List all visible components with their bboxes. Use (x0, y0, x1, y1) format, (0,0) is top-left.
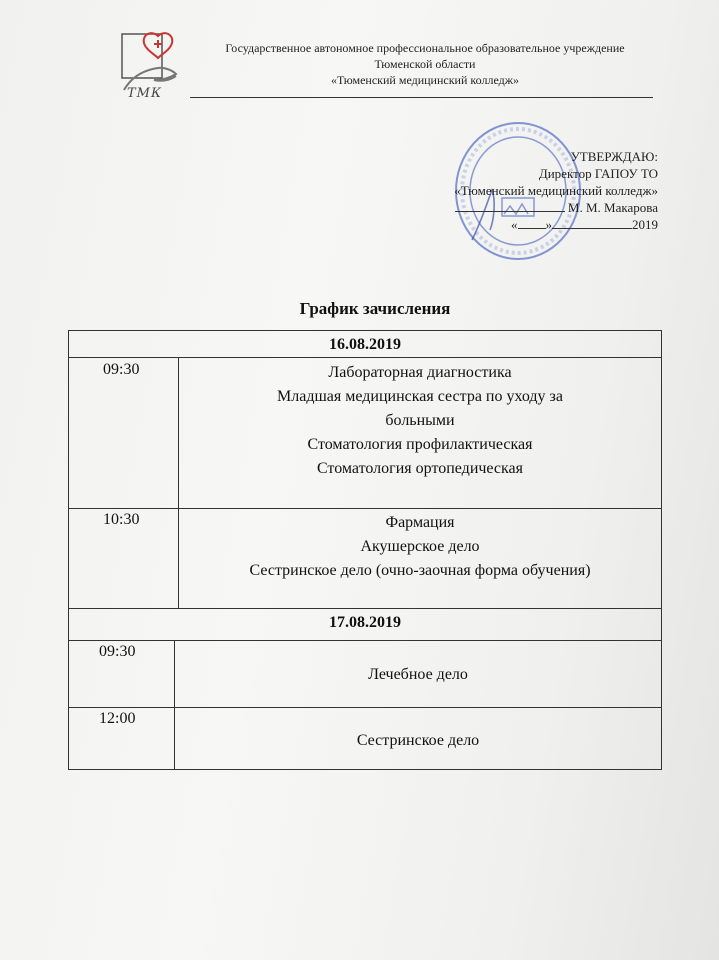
org-college-line: «Тюменский медицинский колледж» (330, 73, 520, 87)
org-name-line: Государственное автономное профессиональное образовательное учреждение (225, 41, 625, 55)
row-divider (69, 707, 661, 708)
row-divider (69, 508, 661, 509)
slot-programs (175, 729, 661, 753)
approval-position: Директор ГАПОУ ТО (538, 166, 658, 181)
month-blank (552, 216, 632, 229)
program-name: Стоматология профилактическая (307, 436, 533, 453)
signature-line (455, 199, 565, 212)
program-name: Сестринское дело (очно-заочная форма обучения) (249, 562, 591, 579)
program-name: Акушерское дело (360, 538, 480, 555)
slot-time: 10:30 (103, 511, 140, 528)
slot-programs (175, 663, 661, 687)
slot-time: 09:30 (103, 361, 140, 378)
program-name: Младшая медицинская сестра по уходу за (277, 388, 563, 405)
organization-header (190, 40, 660, 88)
logo-lettering: ТМК (127, 86, 163, 101)
slot-programs (179, 511, 661, 583)
date-header-2: 17.08.2019 (329, 614, 401, 631)
document-title: График зачисления (299, 299, 451, 318)
approval-date (420, 216, 658, 233)
day-blank (518, 216, 546, 229)
enrollment-schedule-table (68, 330, 662, 770)
slot-time: 12:00 (99, 710, 136, 727)
signatory-name: М. М. Макарова (567, 200, 658, 215)
org-region-line: Тюменской области (374, 57, 476, 71)
date-quote-close: » (545, 217, 552, 232)
slot-time: 09:30 (99, 643, 136, 660)
header-divider (190, 97, 653, 98)
row-divider (69, 608, 661, 609)
approval-college: «Тюменский медицинский колледж» (454, 183, 658, 198)
program-name: больными (385, 412, 455, 429)
program-name: Сестринское дело (356, 732, 480, 749)
approval-year: 2019 (632, 217, 658, 232)
approval-block (420, 148, 658, 233)
program-name: Лабораторная диагностика (328, 364, 512, 381)
program-name: Фармация (385, 514, 455, 531)
slot-programs (179, 361, 661, 481)
program-name: Стоматология ортопедическая (316, 460, 524, 477)
date-quote-open: « (511, 217, 518, 232)
approval-heading: УТВЕРЖДАЮ: (570, 149, 658, 164)
row-divider (69, 357, 661, 358)
row-divider (69, 640, 661, 641)
approval-signatory (420, 199, 658, 216)
date-header-1: 16.08.2019 (329, 336, 401, 353)
program-name: Лечебное дело (368, 666, 468, 683)
